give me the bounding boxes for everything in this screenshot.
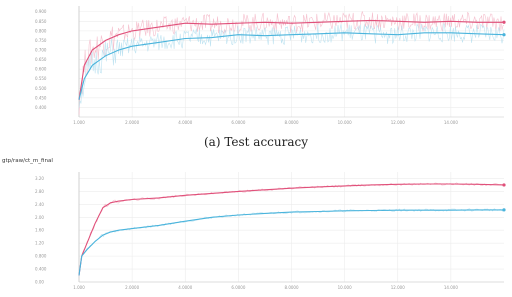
chart-title: gtp/raw/ct_m_final [2,158,53,164]
y-tick-label: 2.40 [35,201,44,207]
y-tick-label: 0.900 [35,9,47,15]
y-tick-label: 0.450 [35,95,47,101]
x-tick-label: 8.0000 [284,285,299,290]
test-accuracy-panel [0,0,512,132]
x-tick-label: 10.000 [337,120,352,125]
y-tick-label: 0.00 [35,279,44,285]
x-tick-label: 14.000 [443,120,458,125]
y-tick-label: 0.400 [35,104,47,110]
x-tick-label: 10.000 [337,285,352,290]
x-tick-label: 4.0000 [178,285,193,290]
x-tick-label: 2.0000 [125,285,140,290]
x-tick-label: 12.000 [390,285,405,290]
y-tick-label: 0.800 [35,253,47,259]
final-metric-panel [0,155,512,297]
y-tick-label: 1.60 [35,227,44,233]
x-tick-label: 6.0000 [231,285,246,290]
final-metric-chart [0,155,512,297]
series-end-marker [502,183,505,186]
x-tick-label: 6.0000 [231,120,246,125]
y-tick-label: 0.400 [35,266,47,272]
y-tick-label: 2.80 [35,188,44,194]
x-tick-label: 8.0000 [284,120,299,125]
y-tick-label: 3.20 [35,175,44,181]
y-tick-label: 2.00 [35,214,44,220]
y-tick-label: 0.500 [35,85,47,91]
x-tick-label: 4.0000 [178,120,193,125]
series-end-marker [502,33,505,36]
x-tick-label: 2.0000 [125,120,140,125]
x-tick-label: 12.000 [390,120,405,125]
series-end-marker [502,21,505,24]
y-tick-label: 0.550 [35,76,47,82]
y-tick-label: 0.750 [35,37,47,43]
y-tick-label: 0.600 [35,66,47,72]
y-tick-label: 1.20 [35,240,44,246]
x-tick-label: 14.000 [443,285,458,290]
x-tick-label: 1.000 [73,120,85,125]
y-tick-label: 0.650 [35,57,47,63]
y-tick-label: 0.850 [35,18,47,24]
x-tick-label: 1.000 [73,285,85,290]
y-tick-label: 0.700 [35,47,47,53]
caption-test-accuracy: (a) Test accuracy [203,135,308,149]
series-end-marker [502,208,505,211]
y-tick-label: 0.800 [35,28,47,34]
test-accuracy-chart [0,0,512,132]
